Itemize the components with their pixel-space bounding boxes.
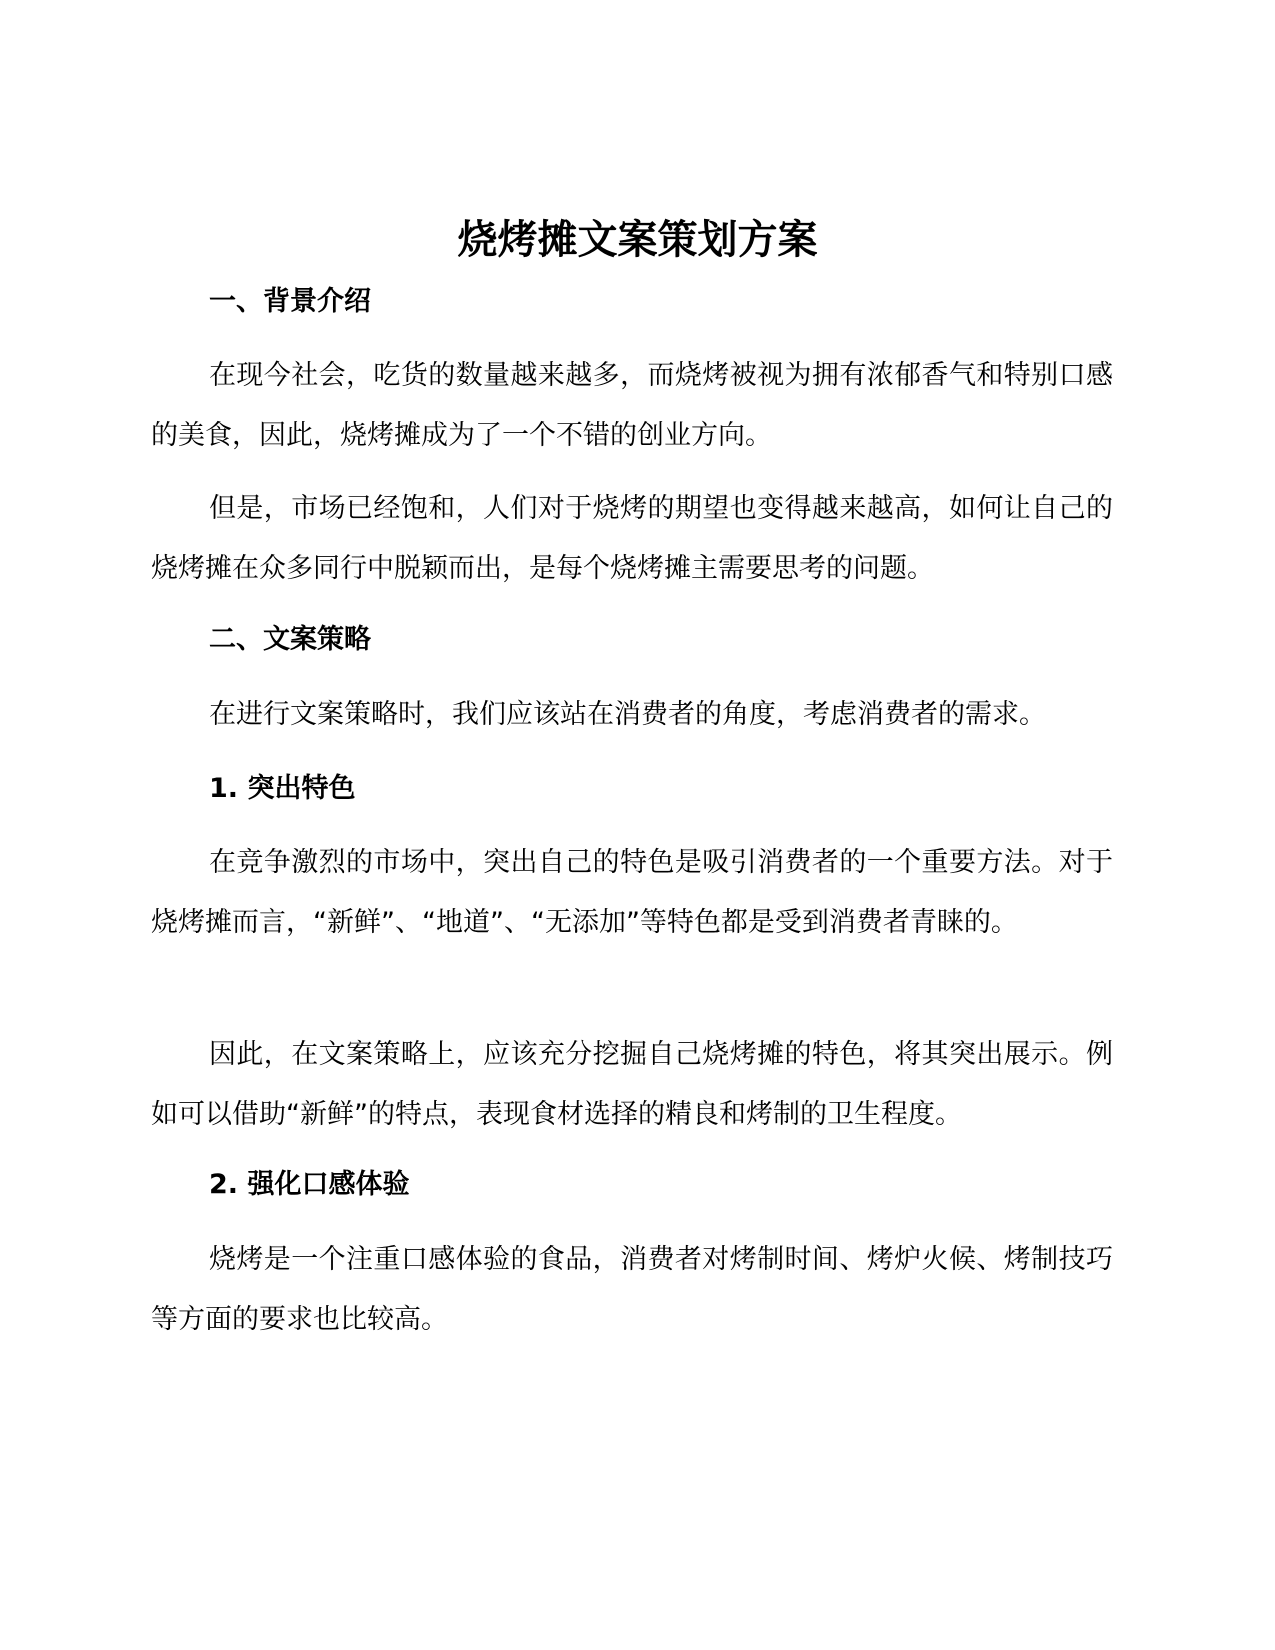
subsection-heading-taste: 2. 强化口感体验 [209, 1169, 410, 1200]
paragraph: 在竞争激烈的市场中，突出自己的特色是吸引消费者的一个重要方法。对于烧烤摊而言，“新鲜”、“地道”、“无添加”等特色都是受到消费者青睐的。 [151, 847, 1113, 938]
section-heading-strategy: 二、文案策略 [209, 624, 371, 655]
paragraph: 但是，市场已经饱和，人们对于烧烤的期望也变得越来越高，如何让自己的烧烤摊在众多同行中脱颖而出，是每个烧烤摊主需要思考的问题。 [151, 493, 1113, 584]
subsection-heading-features: 1. 突出特色 [209, 773, 356, 804]
section-heading-background: 一、背景介绍 [209, 286, 371, 317]
paragraph: 在现今社会，吃货的数量越来越多，而烧烤被视为拥有浓郁香气和特别口感的美食，因此，烧烤摊成为了一个不错的创业方向。 [151, 360, 1113, 451]
document-title: 烧烤摊文案策划方案 [457, 217, 818, 263]
paragraph: 在进行文案策略时，我们应该站在消费者的角度，考虑消费者的需求。 [209, 699, 1046, 730]
paragraph: 因此，在文案策略上，应该充分挖掘自己烧烤摊的特色，将其突出展示。例如可以借助“新鲜”的特点，表现食材选择的精良和烤制的卫生程度。 [151, 1039, 1113, 1130]
paragraph: 烧烤是一个注重口感体验的食品，消费者对烤制时间、烤炉火候、烤制技巧等方面的要求也比较高。 [151, 1244, 1113, 1335]
